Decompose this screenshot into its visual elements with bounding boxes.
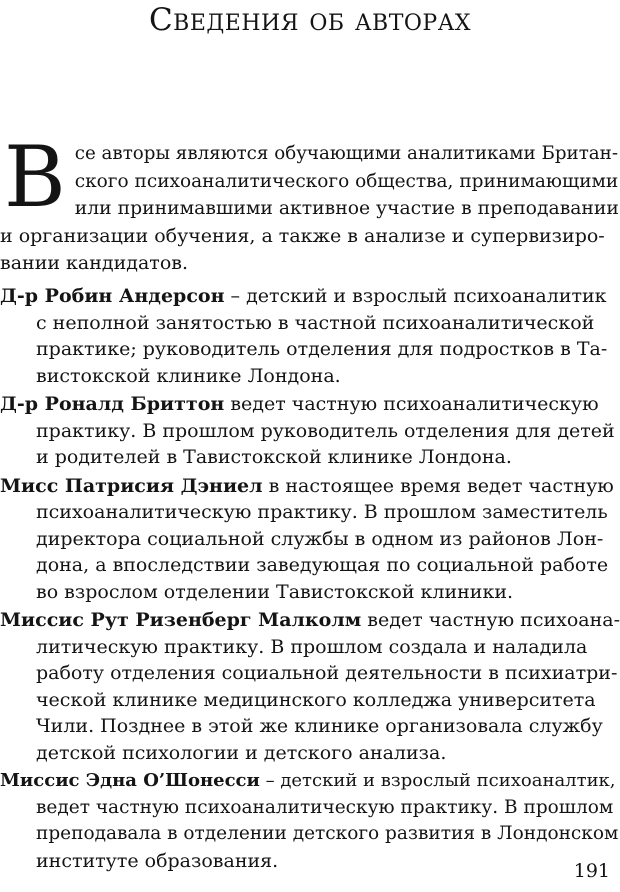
- author-line: психоаналитическую практику. В прошлом заместитель: [36, 501, 608, 523]
- author-entry: [0, 768, 620, 874]
- intro-line: или принимавшими активное участие в преподавании: [74, 198, 619, 219]
- author-line: практике; руководитель отделения для подростков в Та-: [36, 338, 608, 360]
- author-description: ведет частную психоана-: [361, 609, 620, 631]
- author-line: Чили. Позднее в этой же клинике организовала службу: [36, 715, 603, 737]
- author-name: Д-р Робин Андерсон: [0, 285, 225, 307]
- author-first-line: [0, 607, 620, 634]
- author-first-line: [0, 768, 620, 795]
- author-description: в настоящее время ведет частную: [262, 474, 614, 497]
- intro-line: се авторы являются обучающими аналитиками Британ-: [74, 143, 619, 164]
- authors-list: [0, 283, 620, 876]
- author-line: дона, а впоследствии заведующая по социальной работе: [36, 554, 609, 576]
- author-line: преподавала в отделении детского развития в Лондонском: [36, 823, 619, 844]
- intro-line: вании кандидатов.: [0, 252, 188, 274]
- author-entry: [0, 391, 620, 471]
- author-description: – детский и взрослый психоаналитик: [224, 285, 607, 307]
- author-description: – детский и взрослый психоаналтик,: [259, 770, 616, 791]
- author-line: литическую практику. В прошлом создала и наладила: [36, 635, 588, 658]
- author-line: и родителей в Тавистокской клинике Лондона.: [36, 446, 512, 468]
- author-first-line: [0, 473, 620, 500]
- intro-line: ского психоаналитического общества, принимающими: [74, 170, 619, 192]
- author-name: Мисс Патрисия Дэниел: [0, 474, 263, 497]
- author-name: Миссис Эдна О’Шонесси: [0, 770, 260, 791]
- author-line: ведет частную психоаналитическую практику. В прошлом: [36, 796, 614, 818]
- author-line: практику. В прошлом руководитель отделения для детей: [36, 419, 615, 442]
- author-line: ческой клинике медицинского колледжа университета: [36, 688, 596, 711]
- author-first-line: [0, 391, 620, 418]
- author-line: с неполной занятостью в частной психоаналитической: [36, 311, 595, 334]
- author-entry: [0, 607, 620, 766]
- page-number: 191: [573, 860, 610, 882]
- author-line: институте образования.: [36, 849, 279, 872]
- author-line: работу отделения социальной деятельности в психиатри-: [36, 662, 618, 684]
- author-line: вистокской клинике Лондона.: [36, 364, 341, 387]
- author-line: детской психологии и детского анализа.: [36, 741, 447, 764]
- author-entry: [0, 283, 620, 389]
- author-line: директора социальной службы в одном из районов Лон-: [36, 527, 604, 550]
- author-first-line: [0, 283, 620, 310]
- author-name: Миссис Рут Ризенберг Малколм: [0, 609, 362, 631]
- author-description: ведет частную психоаналитическую: [224, 393, 599, 415]
- author-entry: [0, 473, 620, 606]
- page-title: Сведения об авторах: [148, 2, 472, 38]
- intro-line: и организации обучения, а также в анализе и супервизиро-: [0, 224, 605, 247]
- author-line: во взрослом отделении Тавистокской клиники.: [36, 580, 514, 603]
- intro-paragraph: [0, 128, 620, 278]
- author-name: Д-р Роналд Бриттон: [0, 393, 225, 415]
- dropcap-letter: В: [4, 128, 66, 226]
